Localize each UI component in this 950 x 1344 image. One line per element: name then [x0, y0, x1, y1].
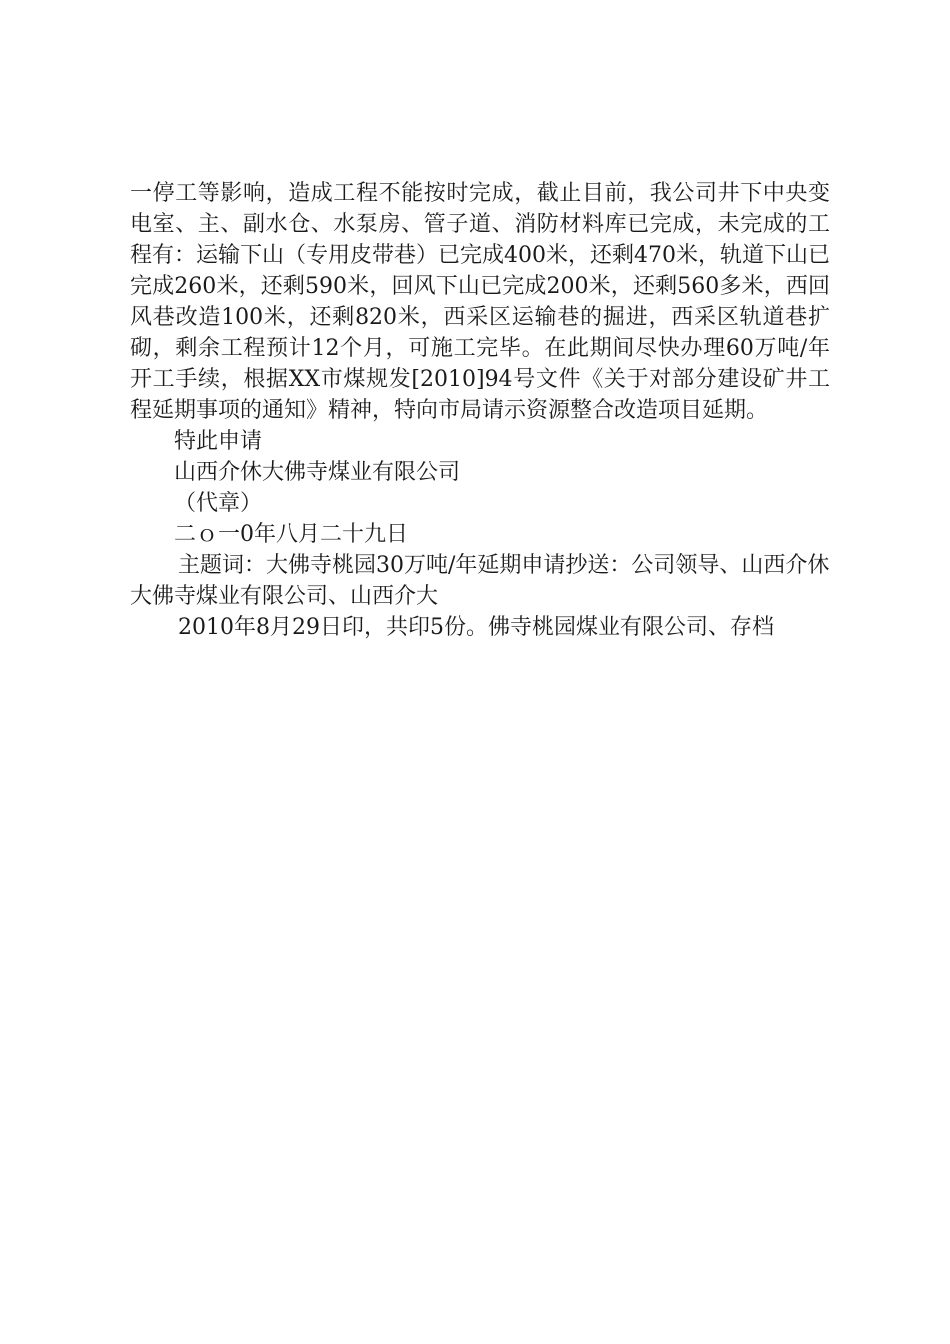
body-paragraph: 一停工等影响，造成工程不能按时完成，截止目前，我公司井下中央变电室、主、副水仓、水泵房、管子道、消防材料库已完成，未完成的工程有：运输下山（专用皮带巷）已完成400米，还剩470米，轨道下山已完成260米，还剩590米，回风下山已完成200米，还剩560多米，西回风巷改造100米，还剩820米，西采区运输巷的掘进，西采区轨道巷扩砌，剩余工程预计12个月，可施工完毕。在此期间尽快办理60万吨/年开工手续，根据XX市煤规发[2010]94号文件《关于对部分建设矿井工程延期事项的通知》精神，特向市局请示资源整合改造项目延期。: [130, 181, 830, 423]
closing-phrase: 特此申请: [174, 429, 263, 454]
company-name: 山西介休大佛寺煤业有限公司: [174, 460, 461, 485]
print-line: 2010年8月29日印，共印5份。佛寺桃园煤业有限公司、存档: [178, 615, 774, 640]
subject-line: 主题词：大佛寺桃园30万吨/年延期申请抄送：公司领导、山西介休大佛寺煤业有限公司、山西介大: [130, 553, 830, 609]
seal-note: （代章）: [174, 491, 263, 516]
document-date: 二ｏ一0年八月二十九日: [174, 522, 408, 547]
document-body: [130, 178, 830, 643]
